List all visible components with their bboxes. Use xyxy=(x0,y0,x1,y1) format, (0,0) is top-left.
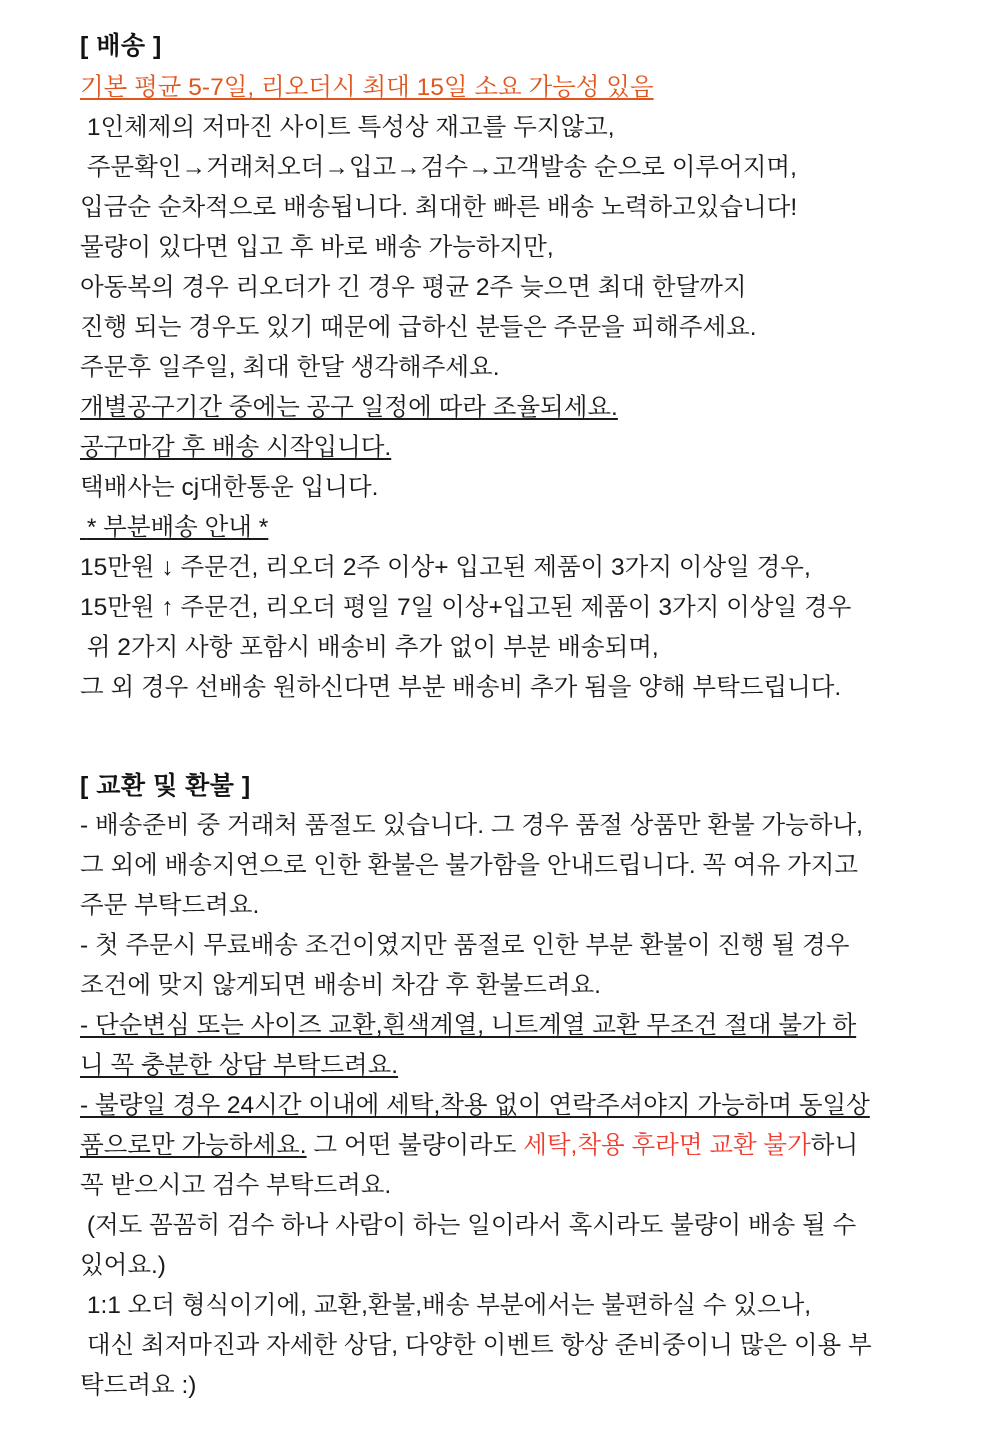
refund-line-3: 주문 부탁드려요. xyxy=(80,892,260,919)
exchange-restriction-line-2 xyxy=(80,1046,940,1086)
shipping-groupbuy-close-line xyxy=(80,428,940,468)
closing-line-5: 탁드려요 :) xyxy=(80,1372,197,1399)
defect-policy-line-1 xyxy=(80,1086,940,1126)
partial-shipping-line-3: 위 2가지 사항 포함시 배송비 추가 없이 부분 배송되며, xyxy=(80,634,659,661)
defect-policy-text-2-post: 하니 xyxy=(810,1132,859,1159)
defect-policy-line-2 xyxy=(80,1126,940,1166)
partial-shipping-heading-text: * 부분배송 안내 * xyxy=(80,514,269,541)
shipping-line-1: 1인체제의 저마진 사이트 특성상 재고를 두지않고, xyxy=(80,114,615,141)
closing-line-2: 있어요.) xyxy=(80,1252,166,1279)
defect-policy-warning: 세탁,착용 후라면 교환 불가 xyxy=(523,1132,811,1159)
shipping-line-7: 주문후 일주일, 최대 한달 생각해주세요. xyxy=(80,354,500,381)
exchange-refund-section xyxy=(80,766,940,1406)
shipping-section xyxy=(80,26,940,708)
shipping-line-2: 주문확인→거래처오더→입고→검수→고객발송 순으로 이루어지며, xyxy=(80,154,797,181)
closing-line-4: 대신 최저마진과 자세한 상담, 다양한 이벤트 항상 준비중이니 많은 이용 부 xyxy=(80,1332,872,1359)
partial-shipping-line-1: 15만원 ↓ 주문건, 리오더 2주 이상+ 입고된 제품이 3가지 이상일 경우, xyxy=(80,554,811,581)
shipping-highlight-note: 기본 평균 5-7일, 리오더시 최대 15일 소요 가능성 있음 xyxy=(80,74,654,101)
refund-line-5: 조건에 맞지 않게되면 배송비 차감 후 환불드려요. xyxy=(80,972,601,999)
refund-line-4: - 첫 주문시 무료배송 조건이였지만 품절로 인한 부분 환불이 진행 될 경우 xyxy=(80,932,850,959)
refund-line-2: 그 외에 배송지연으로 인한 환불은 불가함을 안내드립니다. 꼭 여유 가지고 xyxy=(80,852,859,879)
shipping-line-6: 진행 되는 경우도 있기 때문에 급하신 분들은 주문을 피해주세요. xyxy=(80,314,757,341)
shipping-heading: [ 배송 ] xyxy=(80,32,162,60)
shipping-groupbuy-close-text: 공구마감 후 배송 시작입니다. xyxy=(80,434,392,461)
exchange-restriction-text-2: 니 꼭 충분한 상담 부탁드려요. xyxy=(80,1052,399,1079)
section-divider-space xyxy=(80,708,940,766)
shipping-groupbuy-text: 개별공구기간 중에는 공구 일정에 따라 조율되세요. xyxy=(80,394,618,421)
shipping-line-4: 물량이 있다면 입고 후 바로 배송 가능하지만, xyxy=(80,234,554,261)
shipping-courier-line: 택배사는 cj대한통운 입니다. xyxy=(80,474,379,501)
exchange-restriction-text-1: - 단순변심 또는 사이즈 교환,흰색계열, 니트계열 교환 무조건 절대 불가 하 xyxy=(80,1012,857,1039)
shipping-line-5: 아동복의 경우 리오더가 긴 경우 평균 2주 늦으면 최대 한달까지 xyxy=(80,274,747,301)
partial-shipping-line-2: 15만원 ↑ 주문건, 리오더 평일 7일 이상+입고된 제품이 3가지 이상일 경우 xyxy=(80,594,852,621)
exchange-restriction-line-1 xyxy=(80,1006,940,1046)
defect-policy-text-2: 품으로만 가능하세요. xyxy=(80,1132,307,1159)
partial-shipping-line-4: 그 외 경우 선배송 원하신다면 부분 배송비 추가 됨을 양해 부탁드립니다. xyxy=(80,674,842,701)
closing-line-1: (저도 꼼꼼히 검수 하나 사람이 하는 일이라서 혹시라도 불량이 배송 될 수 xyxy=(80,1212,857,1239)
exchange-refund-heading: [ 교환 및 환불 ] xyxy=(80,772,251,800)
defect-policy-text-1: - 불량일 경우 24시간 이내에 세탁,착용 없이 연락주셔야지 가능하며 동일상 xyxy=(80,1092,870,1119)
defect-policy-text-2-pre: 그 어떤 불량이라도 xyxy=(306,1132,524,1159)
partial-shipping-heading xyxy=(80,508,940,548)
shipping-line-3: 입금순 순차적으로 배송됩니다. 최대한 빠른 배송 노력하고있습니다! xyxy=(80,194,798,221)
closing-line-3: 1:1 오더 형식이기에, 교환,환불,배송 부분에서는 불편하실 수 있으나, xyxy=(80,1292,812,1319)
refund-line-1: - 배송준비 중 거래처 품절도 있습니다. 그 경우 품절 상품만 환불 가능하나, xyxy=(80,812,863,839)
shipping-groupbuy-line xyxy=(80,388,940,428)
defect-policy-line-3: 꼭 받으시고 검수 부탁드려요. xyxy=(80,1172,392,1199)
